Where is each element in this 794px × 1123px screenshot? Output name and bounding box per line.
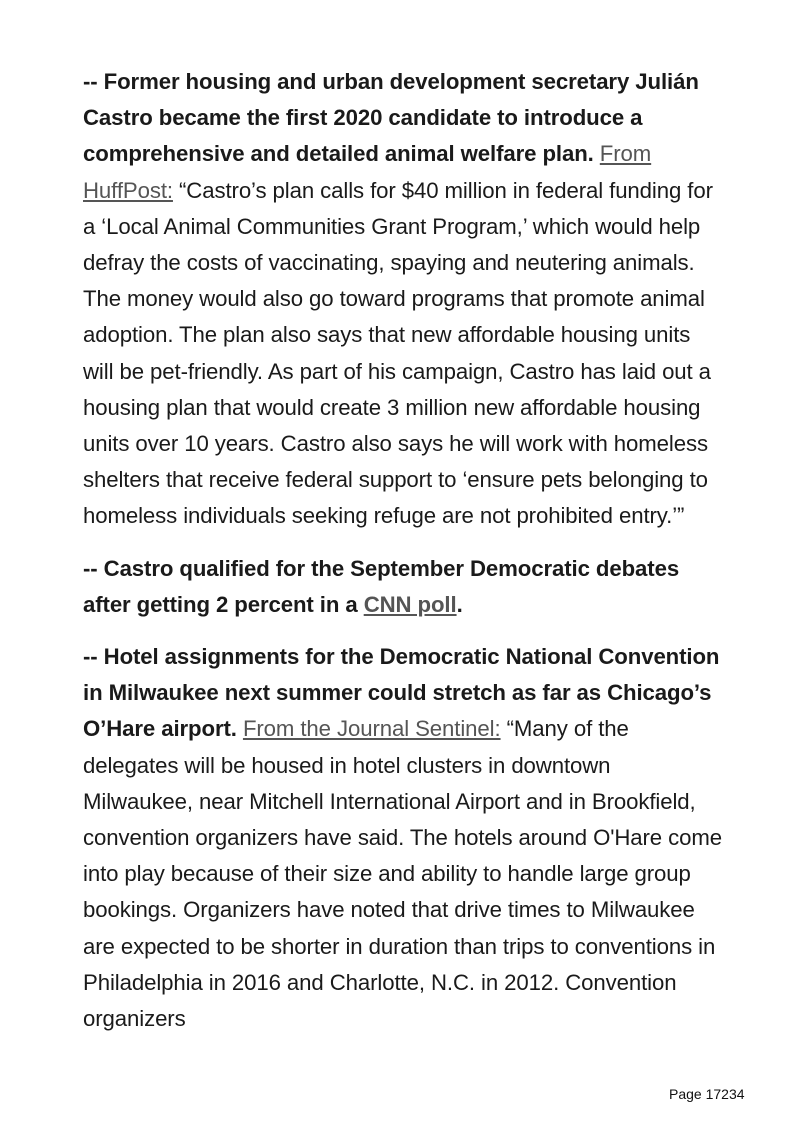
journal-sentinel-link[interactable]: From the Journal Sentinel:: [242, 716, 501, 742]
paragraph-castro-debates: [83, 551, 723, 623]
document-body: [83, 64, 723, 1053]
huffpost-link[interactable]: From HuffPost:: [83, 141, 652, 203]
paragraph-castro-animal-plan: [83, 64, 723, 535]
headline-period: .: [456, 591, 463, 617]
headline-castro-debates: -- Castro qualified for the September Democratic debates after getting 2 percent in a: [83, 555, 680, 617]
headline-castro-animal-plan: -- Former housing and urban development secretary Julián Castro became the first 2020 candidate to introduce a comprehensive and detailed animal welfare plan.: [83, 69, 699, 167]
paragraph-dnc-hotels: [83, 639, 723, 1037]
cnn-poll-link[interactable]: CNN poll: [363, 591, 457, 617]
page-number: Page 17234: [669, 1086, 745, 1102]
quote-huffpost: “Castro’s plan calls for $40 million in federal funding for a ‘Local Animal Communities Grant Program,’ which would help defray the costs of vaccinating, spaying and neutering animals. The money would also go toward programs that promote animal adoption. The plan also says that new affordable housing units will be pet-friendly. As part of his campaign, Castro has laid out a housing plan that would create 3 million new affordable housing units over 10 years. Castro also says he will work with homeless shelters that receive federal support to ‘ensure pets belonging to homeless individuals seeking refuge are not prohibited entry.’”: [83, 177, 713, 529]
headline-dnc-hotels: -- Hotel assignments for the Democratic National Convention in Milwaukee next summer could stretch as far as Chicago’s O’Hare airport.: [83, 644, 720, 742]
quote-journal-sentinel: “Many of the delegates will be housed in hotel clusters in downtown Milwaukee, near Mitchell International Airport and in Brookfield, convention organizers have said. The hotels around O'Hare come into play because of their size and ability to handle large group bookings. Organizers have noted that drive times to Milwaukee are expected to be shorter in duration than trips to conventions in Philadelphia in 2016 and Charlotte, N.C. in 2012. Convention organizers: [83, 716, 722, 1032]
